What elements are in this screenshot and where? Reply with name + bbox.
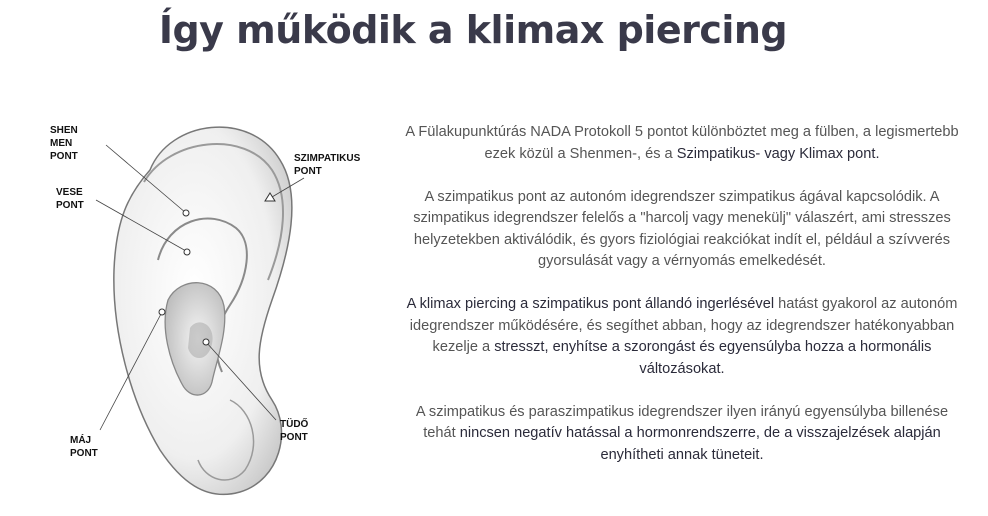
- maj-point-marker: [159, 309, 165, 315]
- label-szimpatikus-pont: SZIMPATIKUS PONT: [294, 153, 361, 177]
- label-maj-pont: MÁJ PONT: [70, 435, 98, 459]
- page-title: Így működik a klimax piercing: [158, 8, 788, 52]
- paragraph-3-text: hatást gyakorol az autonóm idegrendszer működésére, és segíthet abban, hogy az idegrendszer hatékonyabban kezelje a: [409, 296, 958, 355]
- paragraph-1: [398, 122, 966, 165]
- paragraph-4: [398, 402, 966, 467]
- vese-point-marker: [184, 249, 190, 255]
- paragraph-2-text: A szimpatikus pont az autonóm idegrendszer szimpatikus ágával kapcsolódik. A szimpatikus idegrendszer felelős a "harcolj vagy menekülj" válaszért, ami stresszes helyzetekben aktiválódik, és gyors fiziológiai reakciókat indít el, például a szívverés gyorsulását vagy a vérnyomás emelkedését.: [413, 188, 951, 269]
- label-shenmen-pont: SHEN MEN PONT: [50, 125, 78, 162]
- paragraph-4-emphasis: nincsen negatív hatással a hormonrendszerre, de a visszajelzések alapján enyhítheti annak tüneteit.: [459, 425, 941, 463]
- paragraph-2: [398, 187, 966, 273]
- tudo-point-marker: [203, 339, 209, 345]
- paragraph-3: [398, 294, 966, 380]
- article-text: [398, 122, 966, 488]
- paragraph-3-emphasis-2: stresszt, enyhítse a szorongást és egyensúlyba hozza a hormonális változásokat.: [494, 339, 932, 377]
- paragraph-3-emphasis-1: A klimax piercing a szimpatikus pont állandó ingerlésével: [406, 296, 775, 312]
- label-vese-pont: VESE PONT: [56, 187, 84, 211]
- shenmen-point-marker: [183, 210, 189, 216]
- paragraph-4-text: A szimpatikus és paraszimpatikus idegrendszer ilyen irányú egyensúlyba billenése tehát: [415, 403, 949, 441]
- paragraph-1-text: A Fülakupunktúrás NADA Protokoll 5 pontot különböztet meg a fülben, a legismertebb ezek közül a Shenmen-, és a: [405, 124, 959, 162]
- paragraph-1-emphasis: Szimpatikus- vagy Klimax pont.: [676, 145, 880, 162]
- ear-diagram: [40, 100, 370, 516]
- label-tudo-pont: TÜDŐ PONT: [280, 419, 309, 443]
